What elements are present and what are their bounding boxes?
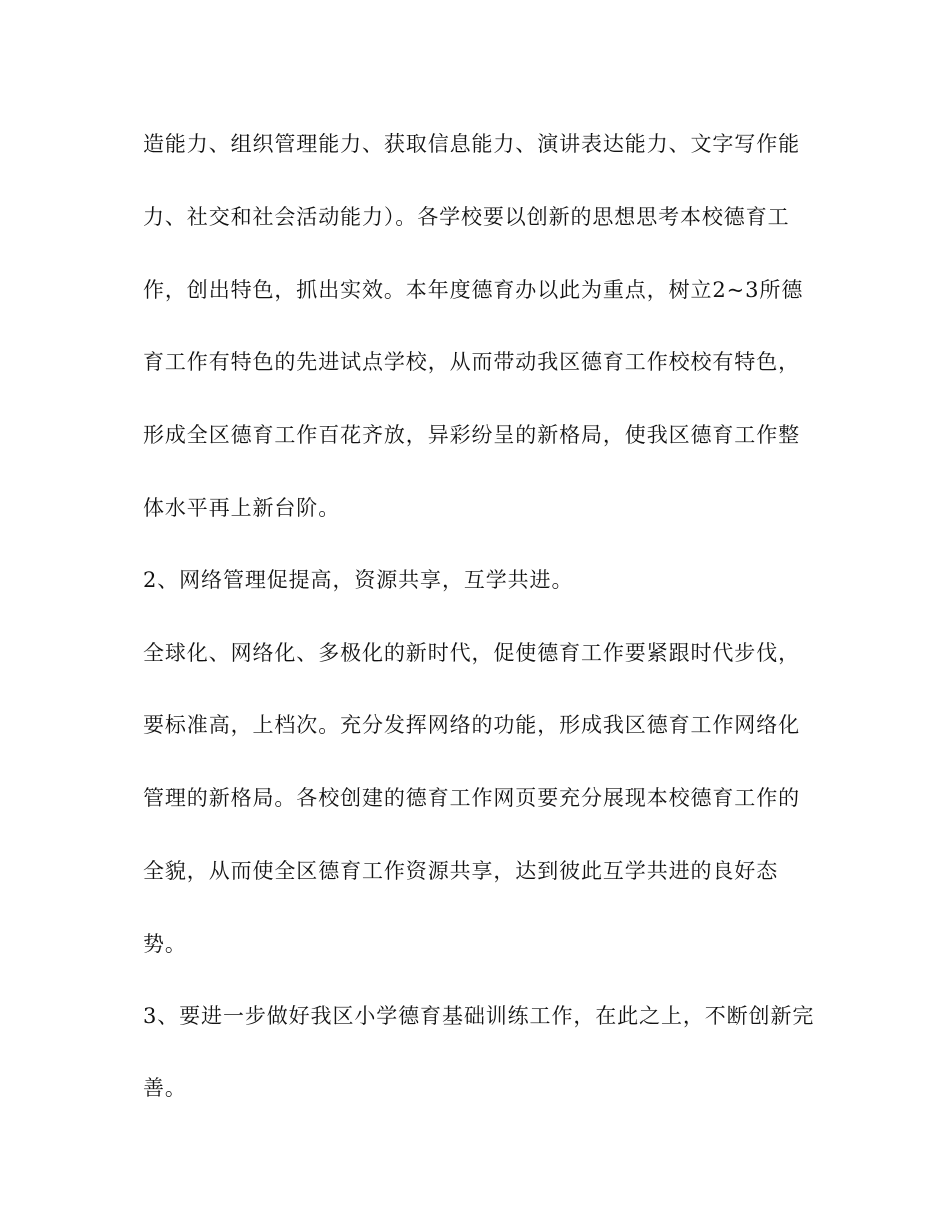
section-heading: 2、网络管理促提高，资源共享，互学共进。	[143, 568, 574, 592]
text-line: 育工作有特色的先进试点学校，从而带动我区德育工作校校有特色，	[143, 350, 800, 374]
text-line: 管理的新格局。各校创建的德育工作网页要充分展现本校德育工作的	[143, 786, 800, 810]
text-line: 全球化、网络化、多极化的新时代，促使德育工作要紧跟时代步伐，	[143, 641, 800, 665]
text-line: 要标准高，上档次。充分发挥网络的功能，形成我区德育工作网络化	[143, 713, 800, 737]
text-line: 势。	[143, 932, 187, 956]
text-line: 造能力、组织管理能力、获取信息能力、演讲表达能力、文字写作能	[143, 132, 800, 156]
text-line: 形成全区德育工作百花齐放，异彩纷呈的新格局，使我区德育工作整	[143, 423, 800, 447]
text-line: 全貌，从而使全区德育工作资源共享，达到彼此互学共进的良好态	[143, 859, 779, 883]
text-line: 作，创出特色，抓出实效。本年度德育办以此为重点，树立2~3所德	[143, 278, 804, 302]
text-line: 力、社交和社会活动能力）。各学校要以创新的思想思考本校德育工	[143, 205, 790, 229]
section-heading: 3、要进一步做好我区小学德育基础训练工作，在此之上，不断创新完	[143, 1004, 815, 1028]
text-line: 善。	[143, 1076, 187, 1100]
text-line: 体水平再上新台阶。	[143, 496, 341, 520]
